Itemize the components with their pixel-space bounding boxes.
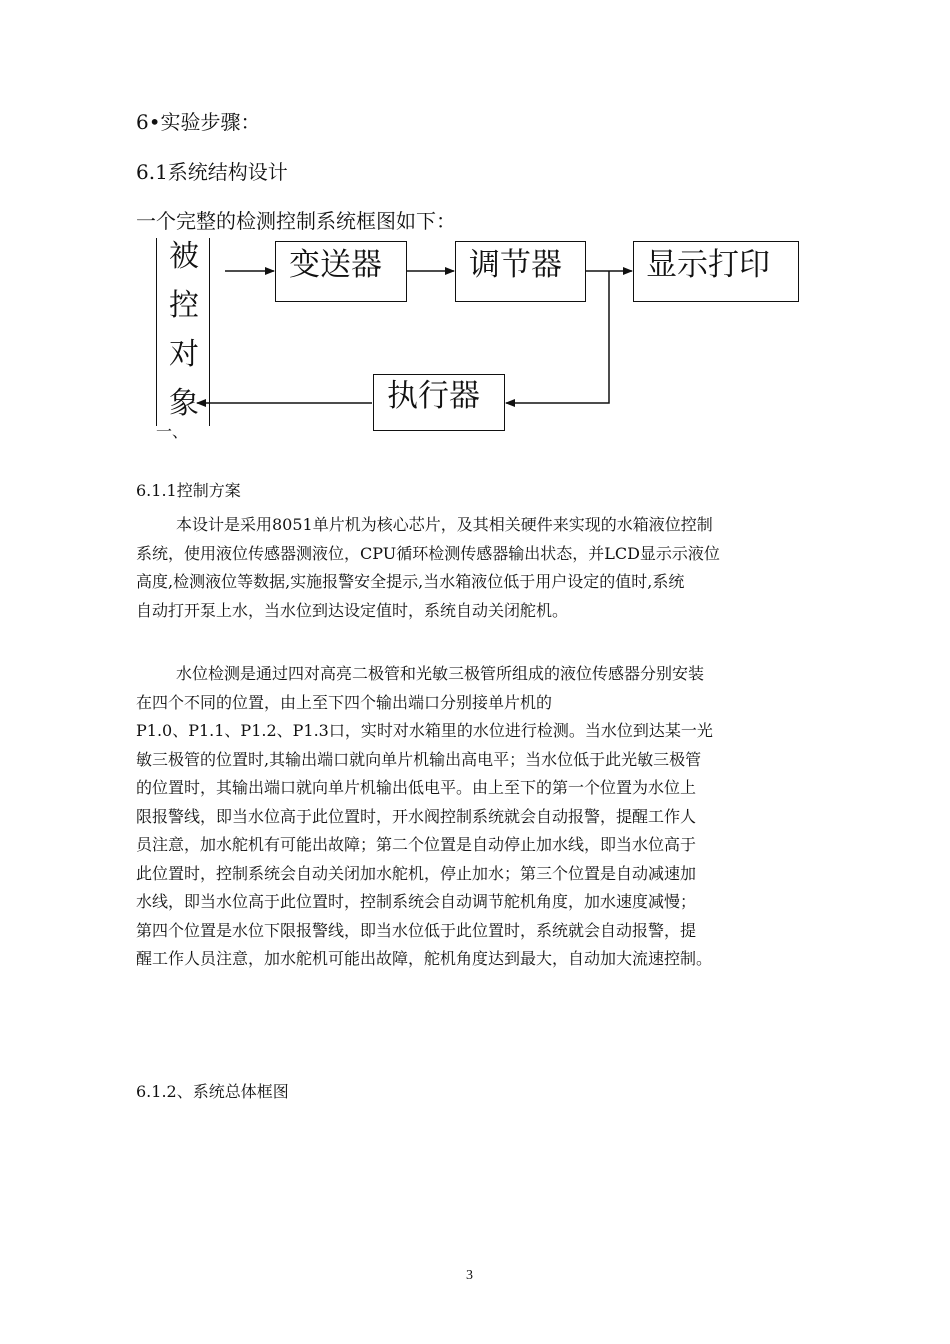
paragraph-line: 本设计是采用8051单片机为核心芯片，及其相关硬件来实现的水箱液位控制 <box>176 515 713 534</box>
controlled-object-char-2: 控 <box>169 288 199 323</box>
regulator-box <box>455 241 586 302</box>
control-scheme-paragraph <box>136 511 820 625</box>
paragraph-line: 敏三极管的位置时,其输出端口就向单片机输出高电平；当水位低于此光敏三极管 <box>136 749 702 769</box>
display-print-box <box>633 241 799 302</box>
display-print-label: 显示打印 <box>646 247 770 283</box>
stray-mark: 一、 <box>156 422 189 441</box>
paragraph-line: 第四个位置是水位下限报警线，即当水位低于此位置时，系统就会自动报警，提 <box>136 920 697 940</box>
actuator-label: 执行器 <box>387 378 480 414</box>
diagram-intro-text: 一个完整的检测控制系统框图如下： <box>136 209 456 233</box>
section-heading: 6•实验步骤： <box>136 110 261 134</box>
paragraph-line: 系统，使用液位传感器测液位，CPU循环检测传感器输出状态，并LCD显示示液位 <box>136 543 720 563</box>
controlled-object-char-4: 象 <box>169 386 199 421</box>
paragraph-line: 的位置时，其输出端口就向单片机输出低电平。由上至下的第一个位置为水位上 <box>136 778 697 797</box>
transmitter-box <box>275 241 407 302</box>
water-level-detection-paragraph <box>136 660 820 974</box>
paragraph-line: 水位检测是通过四对高亮二极管和光敏三极管所组成的液位传感器分别安装 <box>176 664 705 683</box>
controlled-object-char-3: 对 <box>169 337 199 372</box>
subsection-1-heading: 6.1.1控制方案 <box>136 481 241 500</box>
section-subheading: 6.1系统结构设计 <box>136 160 288 184</box>
regulator-label: 调节器 <box>469 247 562 283</box>
transmitter-label: 变送器 <box>289 247 382 283</box>
page-number: 3 <box>466 1268 473 1283</box>
paragraph-line: 此位置时，控制系统会自动关闭加水舵机，停止加水；第三个位置是自动减速加 <box>136 863 697 883</box>
paragraph-line: 在四个不同的位置，由上至下四个输出端口分别接单片机的 <box>136 692 553 712</box>
paragraph-line: 醒工作人员注意，加水舵机可能出故障，舵机角度达到最大，自动加大流速控制。 <box>136 949 713 968</box>
paragraph-line: 限报警线，即当水位高于此位置时，开水阀控制系统就会自动报警，提醒工作人 <box>136 806 697 826</box>
controlled-object-char-1: 被 <box>169 239 199 274</box>
actuator-box <box>373 374 505 431</box>
paragraph-line: 高度,检测液位等数据,实施报警安全提示,当水箱液位低于用户设定的值时,系统 <box>136 572 685 591</box>
paragraph-line: 员注意，加水舵机有可能出故障；第二个位置是自动停止加水线，即当水位高于 <box>136 835 697 854</box>
subsection-2-heading: 6.1.2、系统总体框图 <box>136 1082 289 1101</box>
paragraph-line: P1.0、P1.1、P1.2、P1.3口，实时对水箱里的水位进行检测。当水位到达某一光 <box>136 721 713 740</box>
paragraph-line: 水线，即当水位高于此位置时，控制系统会自动调节舵机角度，加水速度减慢； <box>136 892 697 911</box>
paragraph-line: 自动打开泵上水，当水位到达设定值时，系统自动关闭舵机。 <box>136 600 569 620</box>
